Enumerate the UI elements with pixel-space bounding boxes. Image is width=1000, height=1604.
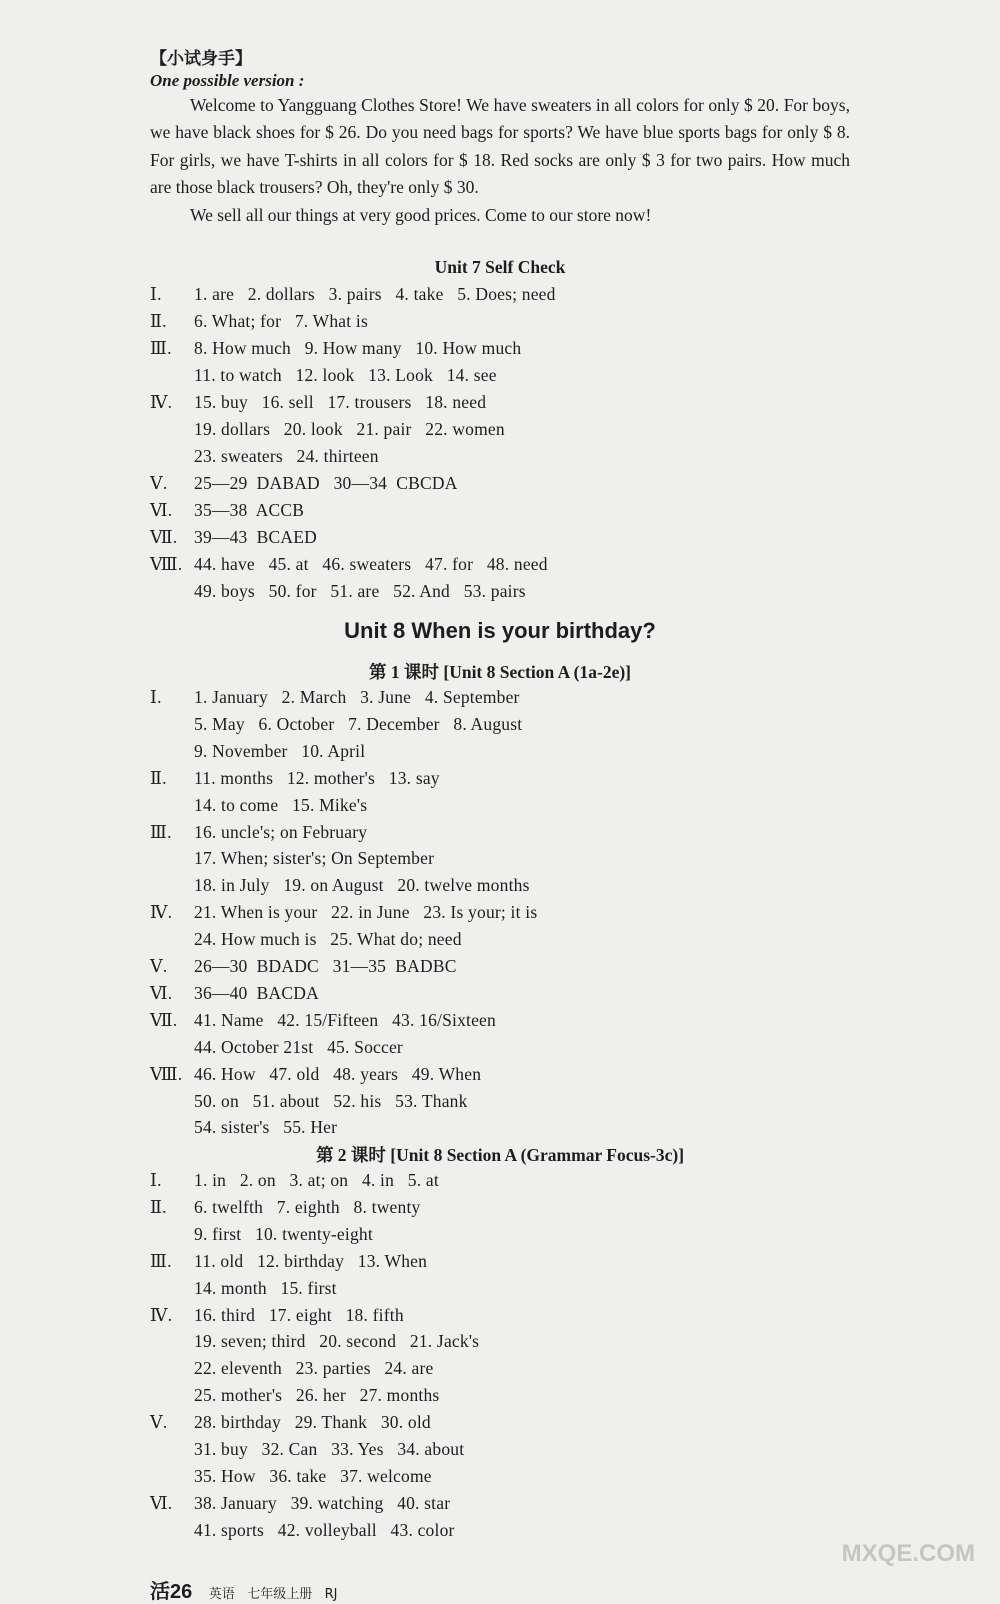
answer-text: 16. third 17. eight 18. fifth bbox=[194, 1304, 404, 1325]
section-numeral: Ⅱ. bbox=[150, 1196, 167, 1217]
answer-line bbox=[150, 1466, 432, 1487]
answer-text: 41. Name 42. 15/Fifteen 43. 16/Sixteen bbox=[194, 1009, 496, 1030]
answer-line bbox=[150, 902, 537, 923]
answer-text: 1. are 2. dollars 3. pairs 4. take 5. Does; need bbox=[194, 284, 556, 304]
answer-text: 36—40 BACDA bbox=[194, 982, 319, 1003]
section-numeral: Ⅷ. bbox=[150, 1063, 183, 1084]
answer-text: 11. old 12. birthday 13. When bbox=[194, 1250, 428, 1271]
answer-line bbox=[150, 1117, 337, 1138]
section-numeral: Ⅰ. bbox=[150, 284, 162, 304]
answer-text: 19. dollars 20. look 21. pair 22. women bbox=[194, 419, 505, 439]
answer-text: 11. to watch 12. look 13. Look 14. see bbox=[194, 365, 497, 385]
answer-line bbox=[150, 1520, 455, 1541]
section-numeral: Ⅲ. bbox=[150, 338, 172, 358]
answer-text: 9. first 10. twenty-eight bbox=[194, 1223, 373, 1244]
answer-line bbox=[150, 446, 379, 467]
answer-text: 23. sweaters 24. thirteen bbox=[194, 446, 379, 466]
answer-text: 18. in July 19. on August 20. twelve months bbox=[194, 875, 530, 896]
answer-line bbox=[150, 581, 526, 602]
section-numeral: Ⅴ. bbox=[150, 1412, 168, 1433]
answer-line bbox=[150, 338, 521, 359]
answer-line bbox=[150, 1037, 403, 1058]
section-numeral: Ⅳ. bbox=[150, 902, 173, 923]
answer-text: 6. What; for 7. What is bbox=[194, 311, 368, 331]
answer-text: 35. How 36. take 37. welcome bbox=[194, 1465, 432, 1486]
answer-text: 22. eleventh 23. parties 24. are bbox=[194, 1358, 434, 1379]
essay-paragraph-1: Welcome to Yangguang Clothes Store! We have sweaters in all colors for only $ 20. For boys, we have black shoes for $ 26. Do you need bags for sports? We have blue sports bags for only $ 8. For girls, we have T-shirts in all colors for $ 18. Red socks are only $ 3 for two pairs. How much are those black trousers? Oh, they're only $ 30. bbox=[150, 95, 850, 198]
section-numeral: Ⅴ. bbox=[150, 956, 168, 976]
section-numeral: Ⅶ. bbox=[150, 527, 178, 547]
answer-line bbox=[150, 473, 458, 494]
footer-edition: RJ bbox=[324, 1587, 338, 1602]
footer-grade: 七年级上册 bbox=[247, 1587, 313, 1602]
answer-line bbox=[150, 554, 548, 575]
footer-subject: 英语 bbox=[208, 1587, 235, 1602]
answer-line bbox=[150, 822, 367, 843]
essay-paragraph-2: We sell all our things at very good prices. Come to our store now! bbox=[190, 204, 652, 225]
answer-line bbox=[150, 1412, 431, 1433]
answer-line bbox=[150, 795, 367, 816]
answer-text: 35—38 ACCB bbox=[194, 500, 305, 520]
page-number: 活26 bbox=[150, 1581, 193, 1603]
answer-text: 44. have 45. at 46. sweaters 47. for 48. need bbox=[194, 554, 548, 574]
answer-text: 8. How much 9. How many 10. How much bbox=[194, 338, 522, 358]
answer-text: 49. boys 50. for 51. are 52. And 53. pairs bbox=[194, 581, 526, 601]
answer-line bbox=[150, 1170, 439, 1191]
answer-text: 31. buy 32. Can 33. Yes 34. about bbox=[194, 1439, 465, 1459]
answer-line bbox=[150, 419, 505, 440]
answer-text: 25—29 DABAD 30—34 CBCDA bbox=[194, 473, 458, 493]
section-numeral: Ⅵ. bbox=[150, 1492, 173, 1513]
answer-line bbox=[150, 875, 530, 896]
answer-text: 25. mother's 26. her 27. months bbox=[194, 1385, 440, 1406]
answer-text: 5. May 6. October 7. December 8. August bbox=[194, 713, 523, 734]
answer-line bbox=[150, 1197, 421, 1218]
unit8-title: Unit 8 When is your birthday? bbox=[344, 618, 656, 643]
answer-line bbox=[150, 929, 462, 950]
practice-label: 【小试身手】 bbox=[150, 49, 252, 69]
answer-text: 19. seven; third 20. second 21. Jack's bbox=[194, 1331, 480, 1352]
section-numeral: Ⅳ. bbox=[150, 1304, 173, 1325]
answer-line bbox=[150, 1091, 468, 1112]
watermark-logo: MXQE.COM bbox=[841, 1540, 975, 1567]
answer-line bbox=[150, 500, 304, 521]
answer-text: 41. sports 42. volleyball 43. color bbox=[194, 1519, 455, 1540]
answer-line bbox=[150, 1493, 450, 1514]
answer-text: 14. to come 15. Mike's bbox=[194, 794, 368, 815]
answer-line bbox=[150, 1064, 481, 1085]
answer-text: 6. twelfth 7. eighth 8. twenty bbox=[194, 1196, 421, 1217]
version-label: One possible version : bbox=[150, 71, 305, 90]
section-numeral: Ⅵ. bbox=[150, 982, 173, 1003]
answer-text: 54. sister's 55. Her bbox=[194, 1117, 338, 1138]
answer-line bbox=[150, 365, 497, 386]
answer-line bbox=[150, 1331, 479, 1352]
answer-line bbox=[150, 687, 520, 708]
section-numeral: Ⅳ. bbox=[150, 392, 173, 412]
answer-text: 9. November 10. April bbox=[194, 740, 366, 761]
answer-text: 39—43 BCAED bbox=[194, 527, 317, 547]
answer-text: 50. on 51. about 52. his 53. Thank bbox=[194, 1090, 468, 1111]
answer-line bbox=[150, 1305, 404, 1326]
answer-line bbox=[150, 714, 522, 735]
answer-line bbox=[150, 1251, 427, 1272]
answer-line bbox=[150, 1010, 496, 1031]
sample-essay bbox=[150, 92, 850, 229]
answer-text: 1. in 2. on 3. at; on 4. in 5. at bbox=[194, 1170, 439, 1190]
answer-text: 16. uncle's; on February bbox=[194, 821, 368, 842]
answer-line bbox=[150, 311, 368, 332]
answer-line bbox=[150, 284, 556, 305]
answer-text: 11. months 12. mother's 13. say bbox=[194, 767, 440, 788]
answer-text: 44. October 21st 45. Soccer bbox=[194, 1036, 403, 1057]
section-numeral: Ⅱ. bbox=[150, 767, 167, 788]
answer-text: 1. January 2. March 3. June 4. September bbox=[194, 687, 520, 707]
answer-line bbox=[150, 1224, 373, 1245]
answer-text: 15. buy 16. sell 17. trousers 18. need bbox=[194, 392, 487, 412]
answer-line bbox=[150, 1278, 337, 1299]
section-numeral: Ⅰ. bbox=[150, 1170, 162, 1190]
section-numeral: Ⅴ. bbox=[150, 473, 168, 493]
answer-text: 17. When; sister's; On September bbox=[194, 848, 435, 869]
answer-line bbox=[150, 848, 434, 869]
answer-line bbox=[150, 1358, 434, 1379]
answer-text: 24. How much is 25. What do; need bbox=[194, 929, 462, 950]
answer-text: 26—30 BDADC 31—35 BADBC bbox=[194, 956, 457, 976]
unit7-title: Unit 7 Self Check bbox=[434, 257, 566, 277]
answer-line bbox=[150, 1439, 464, 1460]
answer-text: 28. birthday 29. Thank 30. old bbox=[194, 1412, 431, 1433]
lesson2-title: 第 2 课时 [Unit 8 Section A (Grammar Focus-3c)] bbox=[315, 1145, 685, 1165]
section-numeral: Ⅱ. bbox=[150, 311, 167, 331]
answer-text: 14. month 15. first bbox=[194, 1277, 337, 1298]
answer-line bbox=[150, 527, 317, 548]
answer-line bbox=[150, 768, 440, 789]
section-numeral: Ⅲ. bbox=[150, 821, 172, 842]
answer-line bbox=[150, 983, 319, 1004]
section-numeral: Ⅷ. bbox=[150, 554, 183, 574]
answer-line bbox=[150, 1385, 439, 1406]
answer-line bbox=[150, 392, 486, 413]
section-numeral: Ⅵ. bbox=[150, 500, 173, 520]
section-numeral: Ⅶ. bbox=[150, 1009, 178, 1030]
section-numeral: Ⅰ. bbox=[150, 687, 162, 707]
answer-text: 46. How 47. old 48. years 49. When bbox=[194, 1063, 482, 1084]
answer-text: 38. January 39. watching 40. star bbox=[194, 1492, 451, 1513]
answer-text: 21. When is your 22. in June 23. Is your; it is bbox=[194, 902, 538, 923]
answer-line bbox=[150, 956, 457, 977]
lesson1-title: 第 1 课时 [Unit 8 Section A (1a-2e)] bbox=[369, 662, 631, 682]
section-numeral: Ⅲ. bbox=[150, 1250, 172, 1271]
answer-line bbox=[150, 741, 365, 762]
